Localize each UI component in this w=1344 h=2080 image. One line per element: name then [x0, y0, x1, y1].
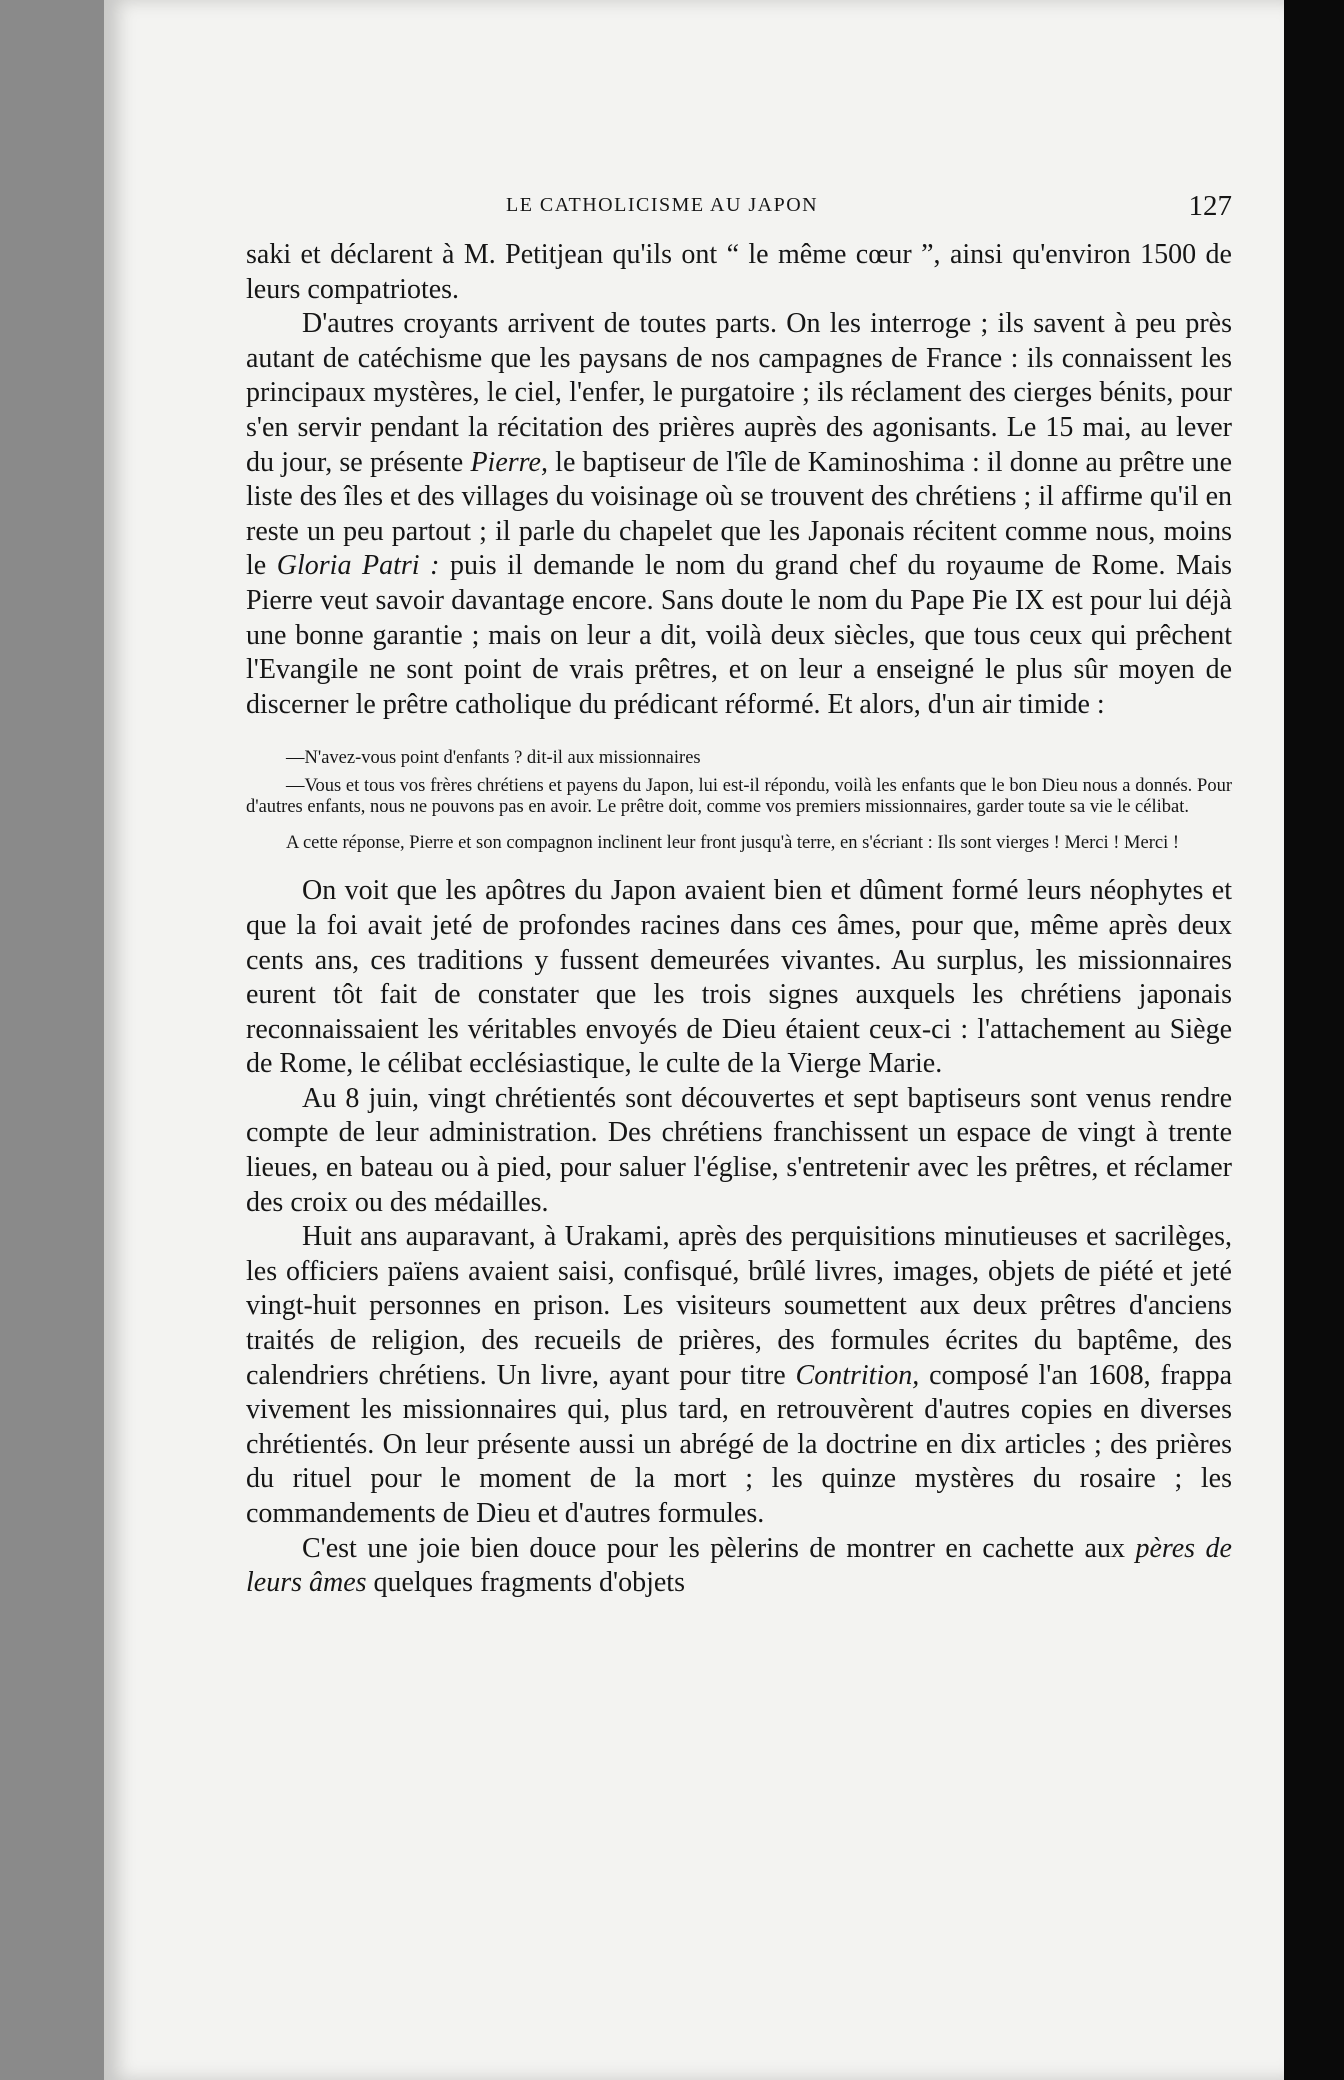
paragraph-2	[246, 307, 1232, 722]
dialogue-line-1: —N'avez-vous point d'enfants ? dit-il aux missionnaires	[286, 748, 701, 769]
name-pierre: Pierre,	[470, 446, 548, 478]
paragraph-3: On voit que les apôtres du Japon avaient bien et dûment formé leurs néophytes et que la foi avait jeté de profondes racines dans ces âmes, pour que, même après deux cents ans, ces traditions y fussent demeurées vivantes. Au surplus, les missionnaires eurent tôt fait de constater que les trois signes auxquels les chrétiens japonais reconnaissaient les véritables envoyés de Dieu étaient ceux-ci : l'attachement au Siège de Rome, le célibat ecclésiastique, le culte de la Vierge Marie.	[246, 875, 1232, 1080]
book-gutter	[0, 0, 104, 2080]
paragraph-5-part-1: Huit ans auparavant, à Urakami, après des perquisitions minutieuses et sacrilèges, les officiers païens avaient saisi, confisqué, brûlé livres, images, objets de piété et jeté vingt-huit personnes en prison. Les visiteurs soumettent aux deux prêtres d'anciens traités de religion, des recueils de prières, des formules écrites du baptême, des calendriers chrétiens. Un livre, ayant pour titre	[246, 1221, 1232, 1391]
running-head	[246, 190, 1232, 238]
dialogue-line-2: —Vous et tous vos frères chrétiens et payens du Japon, lui est-il répondu, voilà les enfants que le bon Dieu nous a donnés. Pour d'autres enfants, nous ne pouvons pas en avoir. Le prêtre doit, comme vos premiers missionnaires, garder toute sa vie le célibat.	[246, 775, 1232, 818]
gloria-patri: Gloria Patri :	[276, 550, 440, 582]
paragraph-4: Au 8 juin, vingt chrétientés sont découvertes et sept baptiseurs sont venus rendre compte de leur administration. Des chrétiens franchissent un espace de vingt à trente lieues, en bateau ou à pied, pour saluer l'église, s'entretenir avec les prêtres, et réclamer des croix ou des médailles.	[246, 1082, 1232, 1218]
paragraph-5-part-2: composé l'an 1608, frappa vivement les missionnaires qui, plus tard, en retrouvèrent d'autres copies en diverses chrétientés. On leur présente aussi un abrégé de la doctrine en dix articles ; des prières du rituel pour le moment de la mort ; les quinze mystères du rosaire ; les commandements de Dieu et d'autres formules.	[246, 1359, 1232, 1529]
paragraph-6-part-2: quelques fragments d'objets	[373, 1567, 685, 1599]
peres-de-leurs-ames: pères de leurs âmes	[246, 1532, 1232, 1599]
page-content	[246, 190, 1232, 1601]
paragraph-2-part-2: le baptiseur de l'île de Kaminoshima : il donne au prêtre une liste des îles et des villages du voisinage où se trouvent des chrétiens ; il affirme qu'il en reste un peu partout ; il parle du chapelet que les Japonais récitent comme nous, moins le	[246, 446, 1233, 582]
scan-border	[1284, 0, 1344, 2080]
dialogue-block	[246, 748, 1232, 854]
title-contrition: Contrition,	[795, 1359, 920, 1391]
paragraph-2-part-1: D'autres croyants arrivent de toutes parts. On les interroge ; ils savent à peu près autant de catéchisme que les paysans de nos campagnes de France : ils connaissent les principaux mystères, le ciel, l'enfer, le purgatoire ; ils réclament des cierges bénits, pour s'en servir pendant la récitation des prières auprès des agonisants. Le 15 mai, au lever du jour, se présente	[246, 308, 1232, 478]
paragraph-1: saki et déclarent à M. Petitjean qu'ils ont “ le même cœur ”, ainsi qu'environ 1500 de leurs compatriotes.	[246, 239, 1232, 305]
page-number: 127	[1188, 190, 1232, 222]
running-title: LE CATHOLICISME AU JAPON	[506, 194, 819, 216]
book-page	[104, 0, 1284, 2080]
paragraph-2-part-3: puis il demande le nom du grand chef du royaume de Rome. Mais Pierre veut savoir davantage encore. Sans doute le nom du Pape Pie IX est pour lui déjà une bonne garantie ; mais on leur a dit, voilà deux siècles, que tous ceux qui prêchent l'Evangile ne sont point de vrais prêtres, et on leur a enseigné le plus sûr moyen de discerner le prêtre catholique du prédicant réformé. Et alors, d'un air timide :	[246, 550, 1233, 720]
paragraph-6	[246, 1532, 1232, 1601]
dialogue-line-3: A cette réponse, Pierre et son compagnon inclinent leur front jusqu'à terre, en s'écriant : Ils sont vierges ! Merci ! Merci !	[286, 832, 1180, 853]
paragraph-5	[246, 1220, 1232, 1531]
paragraph-6-part-1: C'est une joie bien douce pour les pèlerins de montrer en cachette aux	[302, 1532, 1125, 1564]
